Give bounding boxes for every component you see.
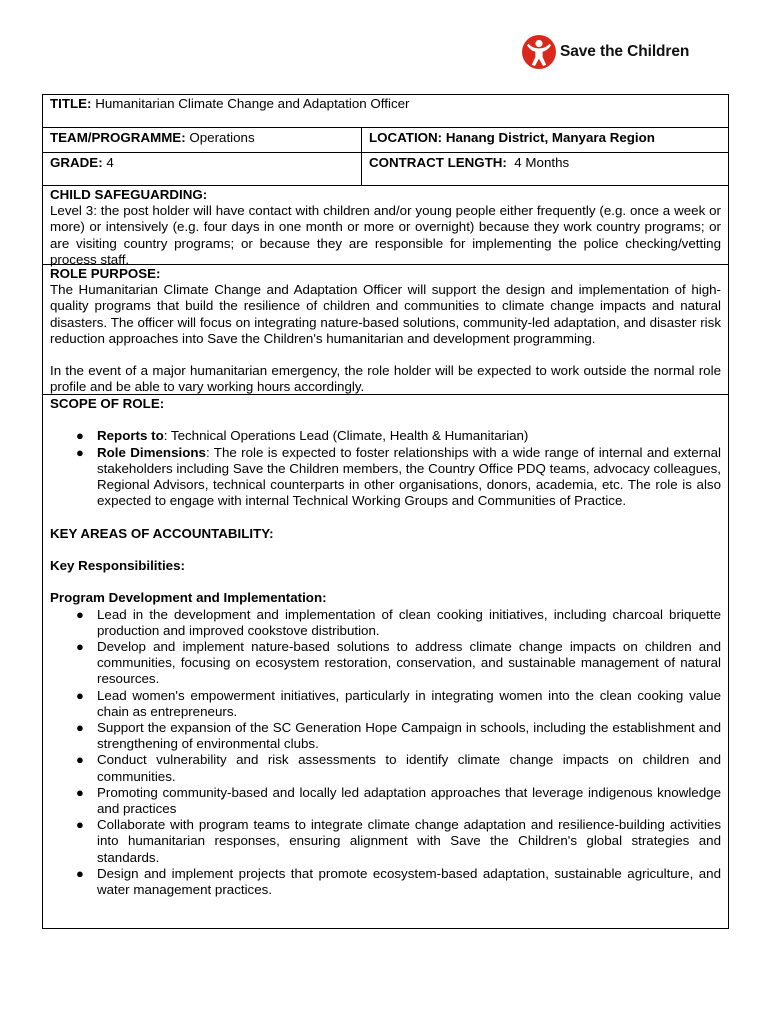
save-the-children-figure-icon	[522, 34, 556, 70]
child-safeguarding-heading: CHILD SAFEGUARDING:	[50, 187, 208, 202]
scope-list	[50, 428, 721, 509]
scope-of-role-section	[43, 395, 728, 928]
title-label: TITLE:	[50, 96, 92, 111]
team-label: TEAM/PROGRAMME:	[50, 130, 186, 145]
grade-label: GRADE:	[50, 155, 103, 170]
role-purpose-paragraph-1: The Humanitarian Climate Change and Adaptation Officer will support the design and implementation of high-quality programs that build the resilience of children and communities to climate change impacts and natural disasters. The officer will focus on integrating nature-based solutions, community-led adaptation, and disaster risk reduction approaches into Save the Children's humanitarian and development programming.	[50, 282, 721, 346]
grade-contract-row	[43, 153, 728, 186]
key-responsibilities-heading: Key Responsibilities:	[50, 557, 185, 573]
program-development-heading: Program Development and Implementation:	[50, 590, 327, 606]
contract-length-value: 4 Months	[506, 155, 570, 170]
contract-length-label: CONTRACT LENGTH:	[369, 155, 507, 170]
list-item: ● Conduct vulnerability and risk assessments to identify climate change impacts on children and communities.	[76, 752, 721, 784]
team-value: Operations	[185, 130, 255, 145]
responsibilities-list	[50, 607, 721, 899]
list-item: ● Develop and implement nature-based solutions to address climate change impacts on children and communities, focusing on ecosystem restoration, conservation, and sustainable management of natural resources.	[76, 638, 721, 687]
brand-logo	[522, 34, 689, 70]
team-location-row	[43, 128, 728, 153]
scope-of-role-heading: SCOPE OF ROLE:	[50, 396, 165, 411]
location-label: LOCATION: Hanang District, Manyara Region	[369, 130, 655, 145]
list-item: ● Collaborate with program teams to integrate climate change adaptation and resilience-building activities into humanitarian responses, ensuring alignment with Save the Children's global strategies and standards.	[76, 817, 721, 865]
role-purpose-heading: ROLE PURPOSE:	[50, 266, 161, 281]
reports-to-item: ● Reports to: Technical Operations Lead (Climate, Health & Humanitarian)	[76, 428, 529, 444]
role-purpose-section	[43, 265, 728, 395]
role-dimensions-item: ● Role Dimensions: The role is expected to foster relationships with a wide range of internal and external stakeholders including Save the Children members, the Country Office PDQ teams, advocacy colleagues, Regional Advisors, technical counterparts in other organisations, donors, academia, etc. The role is also expected to engage with internal Technical Working Groups and Communities of Practice.	[76, 444, 721, 509]
list-item: ● Lead in the development and implementation of clean cooking initiatives, including charcoal briquette production and improved cookstove distribution.	[76, 606, 721, 638]
list-item: ● Lead women's empowerment initiatives, particularly in integrating women into the clean cooking value chain as entrepreneurs.	[76, 687, 721, 719]
role-dimensions-label: Role Dimensions	[97, 444, 206, 460]
list-item: ● Design and implement projects that promote ecosystem-based adaptation, sustainable agriculture, and water management practices.	[76, 865, 721, 898]
brand-name: Save the Children	[560, 43, 690, 60]
child-safeguarding-text: Level 3: the post holder will have contact with children and/or young people either frequently (e.g. once a week or more) or intensively (e.g. four days in one month or more or overnight) because they work country programs; or are visiting country programs; or because they are responsible for implementing the police checking/vetting process staff.	[50, 203, 721, 267]
list-item: ● Support the expansion of the SC Generation Hope Campaign in schools, including the establishment and strengthening of environmental clubs.	[76, 720, 721, 752]
title-row	[43, 95, 728, 128]
list-item: ● Promoting community-based and locally led adaptation approaches that leverage indigenous knowledge and practices	[76, 784, 721, 817]
job-description-table	[42, 94, 729, 929]
reports-to-label: Reports to	[97, 428, 164, 444]
title-value: Humanitarian Climate Change and Adaptation Officer	[91, 96, 410, 111]
child-safeguarding-section	[43, 186, 728, 265]
role-dimensions-value: : The role is expected to foster relationships with a wide range of internal and external stakeholders including Save the Children members, the Country Office PDQ teams, advocacy colleagues, Regional Advisors, technical counterparts in other organisations, donors, academia, etc. The role is also expected to engage with internal Technical Working Groups and Communities of Practice.	[97, 444, 721, 509]
reports-to-value: : Technical Operations Lead (Climate, Health & Humanitarian)	[163, 428, 529, 444]
grade-value: 4	[102, 155, 114, 170]
key-areas-heading: KEY AREAS OF ACCOUNTABILITY:	[50, 525, 274, 541]
role-purpose-paragraph-2: In the event of a major humanitarian emergency, the role holder will be expected to work outside the normal role profile and be able to vary working hours accordingly.	[50, 363, 721, 395]
